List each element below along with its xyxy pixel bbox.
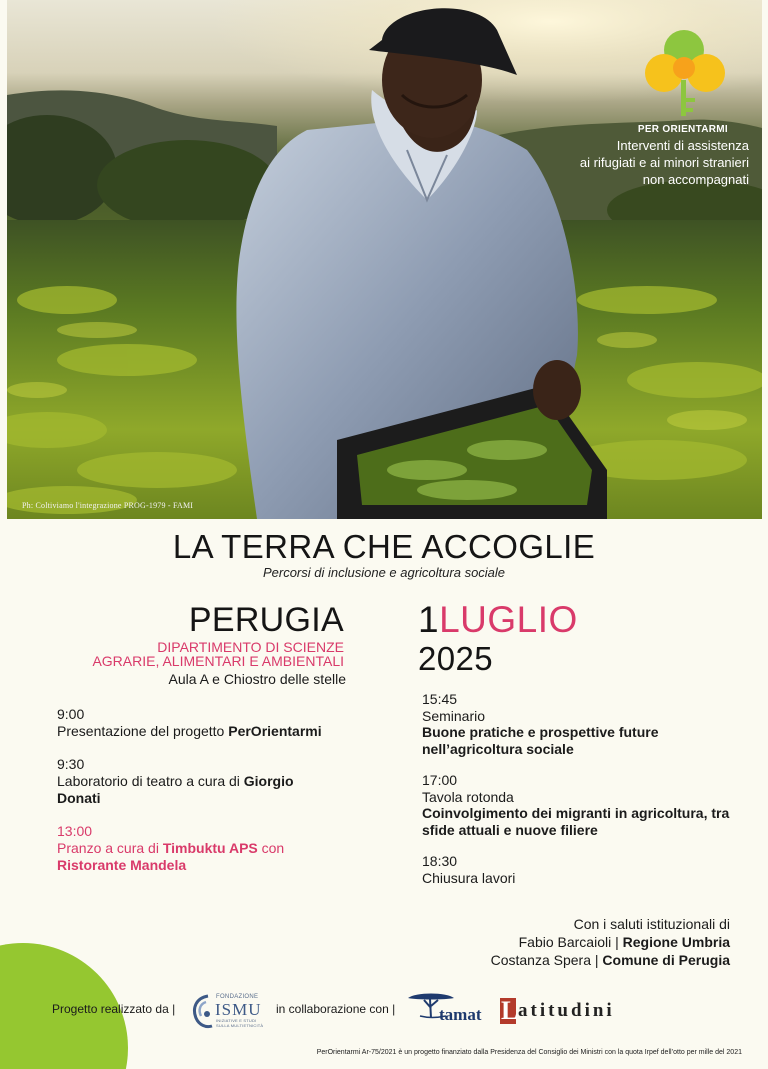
agenda-highlight: Giorgio Donati (57, 773, 294, 806)
latitudini-name: atitudini (518, 1000, 615, 1021)
agenda-type: Seminario (422, 707, 486, 724)
agenda-time: 9:30 (57, 756, 85, 772)
logo-name: PER ORIENTARMI (637, 124, 728, 135)
event-subtitle: Percorsi di inclusione e agricoltura sociale (262, 565, 506, 580)
latitudini-logo (500, 998, 660, 1026)
agenda-item (57, 706, 357, 740)
tamat-name: tamat (439, 1005, 482, 1024)
agenda-time: 9:00 (57, 706, 85, 722)
logo-tagline-line: Interventi di assistenza (616, 138, 749, 153)
agenda-time: 15:45 (422, 691, 458, 707)
logo-tagline-line: ai rifugiati e ai minori stranieri (579, 155, 749, 170)
agenda-highlight: Buone pratiche e prospettive future nell’agricoltura sociale (422, 724, 659, 757)
event-date (418, 600, 578, 640)
agenda-text: con (257, 840, 285, 856)
agenda-time: 17:00 (422, 772, 458, 788)
logo-tagline (549, 137, 749, 188)
greetings-intro: Con i saluti istituzionali di (573, 916, 730, 932)
ismu-foundation: FONDAZIONE (216, 994, 259, 1000)
person-name: Costanza Spera (490, 952, 591, 968)
institutional-greetings (491, 915, 730, 969)
person-org: Comune di Perugia (602, 952, 730, 968)
funding-note: PerOrientarmi Ar-75/2021 è un progetto finanziato dalla Presidenza del Consiglio dei Ministri con la quota Irpef dell’otto per mille del 2021 (316, 1049, 742, 1056)
agenda-morning (57, 706, 357, 890)
event-day: 1 (418, 599, 440, 640)
agenda-text: Laboratorio di teatro a cura di (57, 773, 244, 789)
agenda-time: 13:00 (57, 823, 93, 839)
agenda-highlight: Coinvolgimento dei migranti in agricoltura, tra sfide attuali e nuove filiere (422, 805, 730, 838)
event-room: Aula A e Chiostro delle stelle (168, 671, 346, 687)
department-line: DIPARTIMENTO DI SCIENZE (157, 639, 344, 655)
agenda-item (422, 853, 752, 886)
agenda-highlight: Ristorante Mandela (57, 857, 187, 873)
person-org: Regione Umbria (622, 934, 730, 950)
person-name: Fabio Barcaioli (518, 934, 612, 950)
latitudini-initial: L (501, 996, 519, 1025)
agenda-item (57, 756, 327, 807)
event-city: PERUGIA (188, 601, 344, 639)
event-month: LUGLIO (439, 599, 578, 640)
agenda-item (422, 772, 742, 838)
tamat-logo (406, 990, 492, 1030)
agenda-text: Pranzo a cura di (57, 840, 163, 856)
agenda-afternoon (422, 691, 752, 901)
department-line: AGRARIE, ALIMENTARI E AMBIENTALI (92, 653, 344, 669)
agenda-type: Chiusura lavori (422, 869, 516, 886)
ismu-subtitle-line: SULLA MULTIETNICITÀ (216, 1022, 264, 1028)
agenda-highlight: Timbuktu APS (162, 840, 258, 856)
agenda-text: Presentazione del progetto (57, 723, 229, 739)
agenda-time: 18:30 (422, 853, 458, 869)
partners-row (0, 990, 768, 1030)
collab-label: in collaborazione con | (276, 1002, 396, 1016)
project-label: Progetto realizzato da | (52, 1002, 176, 1016)
greetings-person: Fabio Barcaioli | Regione Umbria (518, 934, 730, 950)
agenda-type: Tavola rotonda (422, 788, 514, 805)
agenda-item-lunch (57, 823, 317, 874)
agenda-highlight: PerOrientarmi (228, 723, 322, 739)
greetings-person: Costanza Spera | Comune di Perugia (490, 952, 730, 968)
ismu-name: ISMU (215, 1000, 262, 1019)
ismu-subtitle (216, 1019, 263, 1028)
ismu-swirl-icon (190, 992, 214, 1030)
ismu-subtitle-line: INIZIATIVE E STUDI (216, 1018, 257, 1023)
logo-tagline-line: non accompagnati (642, 172, 749, 187)
department-name (92, 640, 344, 668)
ismu-logo (190, 992, 270, 1030)
photo-credit: Ph: Coltiviamo l'integrazione PROG-1979 - FAMI (22, 501, 194, 510)
agenda-item (422, 691, 712, 757)
perorientarmi-logo (530, 28, 750, 188)
event-year: 2025 (418, 640, 494, 677)
latitudini-mark (500, 996, 519, 1025)
tree-logo-icon (642, 28, 726, 124)
event-title: LA TERRA CHE ACCOGLIE (172, 528, 596, 565)
